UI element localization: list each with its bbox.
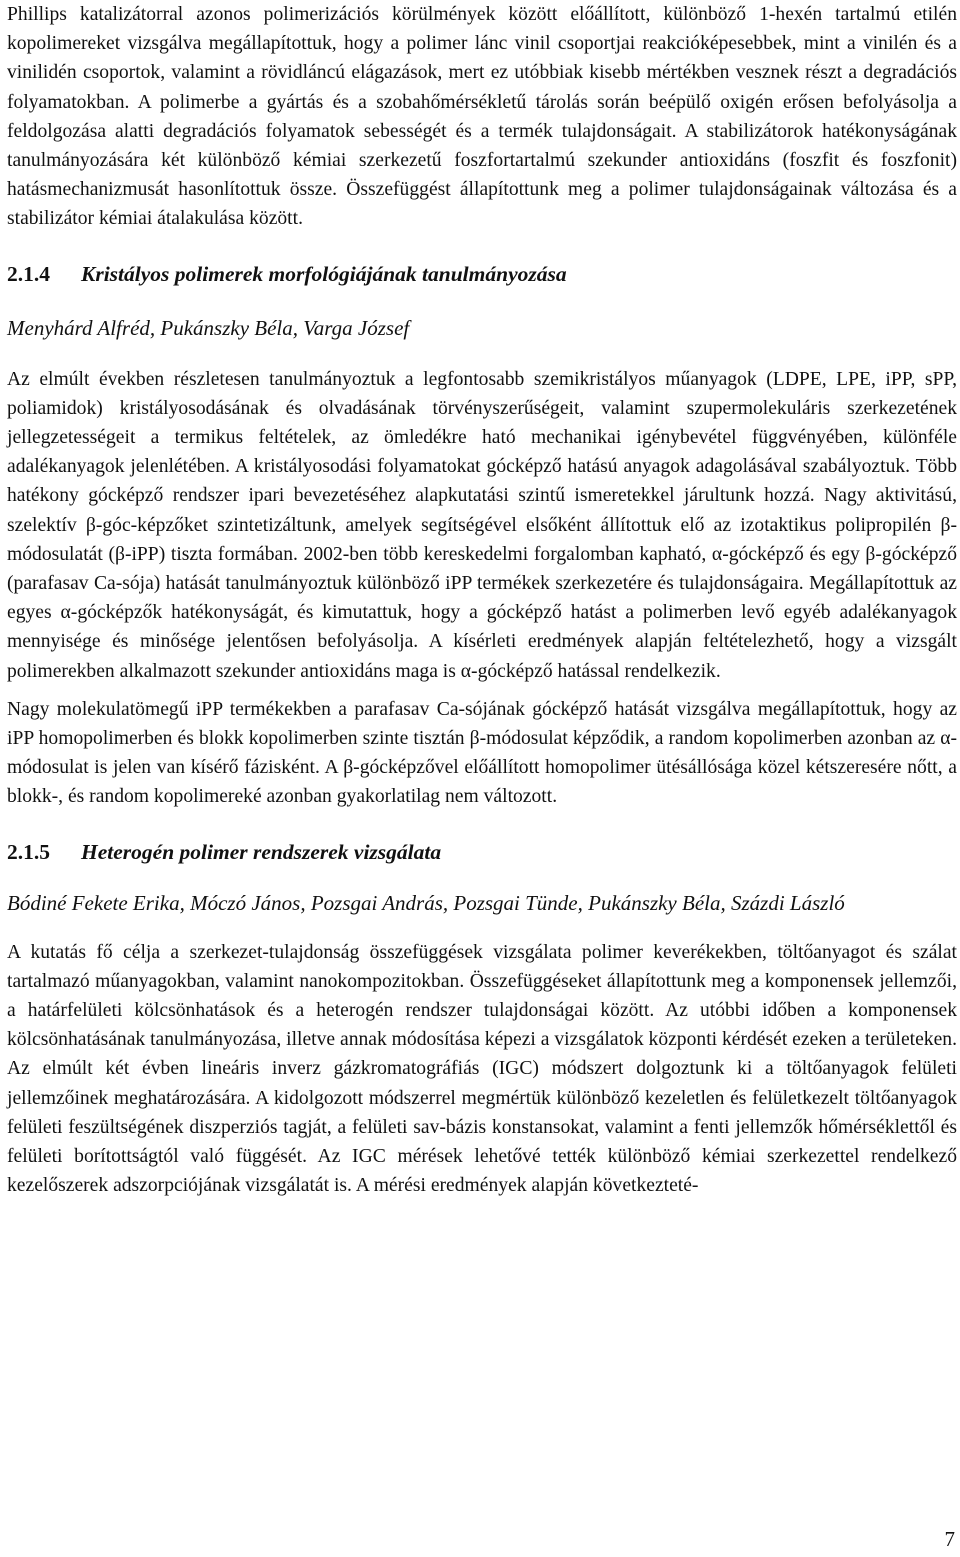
section-title: Kristályos polimerek morfológiájának tanulmányozása (81, 261, 567, 286)
document-page (7, 0, 957, 1201)
spacer (7, 343, 957, 365)
section-heading-2-1-5 (7, 838, 957, 866)
section-heading-2-1-4 (7, 260, 957, 288)
section-2-1-4-paragraph-1: Az elmúlt években részletesen tanulmányoztuk a legfontosabb szemikristályos műanyagok (LDPE, LPE, iPP, sPP, poliamidok) kristályosodásának és olvadásának törvényszerűségeit, valamint szupermolekuláris szerkezetének jellegzetességeit a termikus feltételek, az ömledékre ható mechanikai igénybevétel függvényében, különféle adalékanyagok jelenlétében. A kristályosodási folyamatokat gócképző hatású anyagok adagolásával szabályoztuk. Több hatékony gócképző rendszer ipari bevezetéséhez alapkutatási szintű ismeretekkel járultunk hozzá. Nagy aktivitású, szelektív β-góc-képzőket szintetizáltunk, amelyek segítségével elsőként állítottuk elő az izotaktikus polipropilén β-módosulatát (β-iPP) tiszta formában. 2002-ben több kereskedelmi forgalomban kapható, α-gócképző és egy β-gócképző (parafasav Ca-sója) hatását tanulmányoztuk különböző iPP termékek szerkezetére és tulajdonságaira. Megállapítottuk az egyes α-gócképzők hatékonyságát, és kimutattuk, hogy a gócképző hatást a polimerben levő egyéb adalékanyagok mennyisége és minősége jelentősen befolyásolja. A kísérleti eredmények alapján feltételezhető, hogy a vizsgált polimerekben alkalmazott szekunder antioxidáns maga is α-gócképző hatással rendelkezik. (7, 368, 957, 682)
section-authors: Menyhárd Alfréd, Pukánszky Béla, Varga József (7, 315, 410, 340)
section-title: Heterogén polimer rendszerek vizsgálata (81, 839, 442, 864)
spacer (7, 866, 957, 889)
section-authors: Bódiné Fekete Erika, Móczó János, Pozsgai András, Pozsgai Tünde, Pukánszky Béla, Százdi László (7, 890, 845, 915)
spacer (7, 918, 957, 938)
section-number: 2.1.5 (7, 839, 50, 864)
spacer (7, 812, 957, 838)
section-2-1-4-paragraph-2: Nagy molekulatömegű iPP termékekben a parafasav Ca-sójának gócképző hatását vizsgálva megállapítottuk, hogy az iPP homopolimerben és blokk kopolimerben szinte tisztán β-módosulat képződik, a random kopolimerben azonban az α-módosulat is jelen van kísérő fázisként. A β-gócképzővel előállított homopolimer ütésállósága közel kétszeresére nőtt, a blokk-, és random kopolimereké azonban gyakorlatilag nem változott. (7, 698, 957, 808)
section-2-1-5-paragraph-1: A kutatás fő célja a szerkezet-tulajdonság összefüggések vizsgálata polimer keverékekben, töltőanyagot és szálat tartalmazó műanyagokban, valamint nanokompozitokban. Összefüggéseket állapítottunk meg a komponensek jellemzői, a határfelületi kölcsönhatások és a heterogén rendszer tulajdonságai között. Az utóbbi időben a komponensek kölcsönhatásának tanulmányozása, illetve annak módosítása képezi a vizsgálatok központi kérdését ezeken a területeken. Az elmúlt két évben lineáris inverz gázkromatográfiás (IGC) módszert dolgoztunk ki a töltőanyagok felületi jellemzőinek meghatározására. A kidolgozott módszerrel megmértük különböző kezeletlen és felületkezelt töltőanyagok felületi feszültségének diszperziós tagját, a felületi sav-bázis konstansokat, valamint a fenti jellemzők hőmérséklettől és felületi borítottságtól való függését. Az IGC mérések lehetővé tették különböző kémiai szerkezettel rendelkező kezelőszerek adszorpciójának vizsgálatát is. A mérési eredmények alapján következteté- (7, 941, 957, 1197)
spacer (7, 234, 957, 260)
intro-paragraph: Phillips katalizátorral azonos polimerizációs körülmények között előállított, különböző 1-hexén tartalmú etilén kopolimereket vizsgálva megállapítottuk, hogy a polimer lánc vinil csoportjai reakcióképesebbek, mint a vinilén és a vinilidén csoportok, valamint a rövidláncú elágazások, mert ez utóbbiak kisebb mértékben vesznek részt a degradációs folyamatokban. A polimerbe a gyártás és a szobahőmérsékletű tárolás során beépülő oxigén erősen befolyásolja a feldolgozása alatti degradációs folyamatok sebességét és a termék tulajdonságait. A stabilizátorok hatékonyságának tanulmányozására két különböző kémiai szerkezetű foszfortartalmú szekunder antioxidáns (foszfit és foszfonit) hatásmechanizmusát hasonlítottuk össze. Összefüggést állapítottunk meg a polimer tulajdonságainak változása és a stabilizátor kémiai átalakulása között. (7, 4, 957, 230)
spacer (7, 288, 957, 314)
spacer (7, 686, 957, 695)
page-number: 7 (944, 1527, 955, 1551)
section-number: 2.1.4 (7, 261, 50, 286)
